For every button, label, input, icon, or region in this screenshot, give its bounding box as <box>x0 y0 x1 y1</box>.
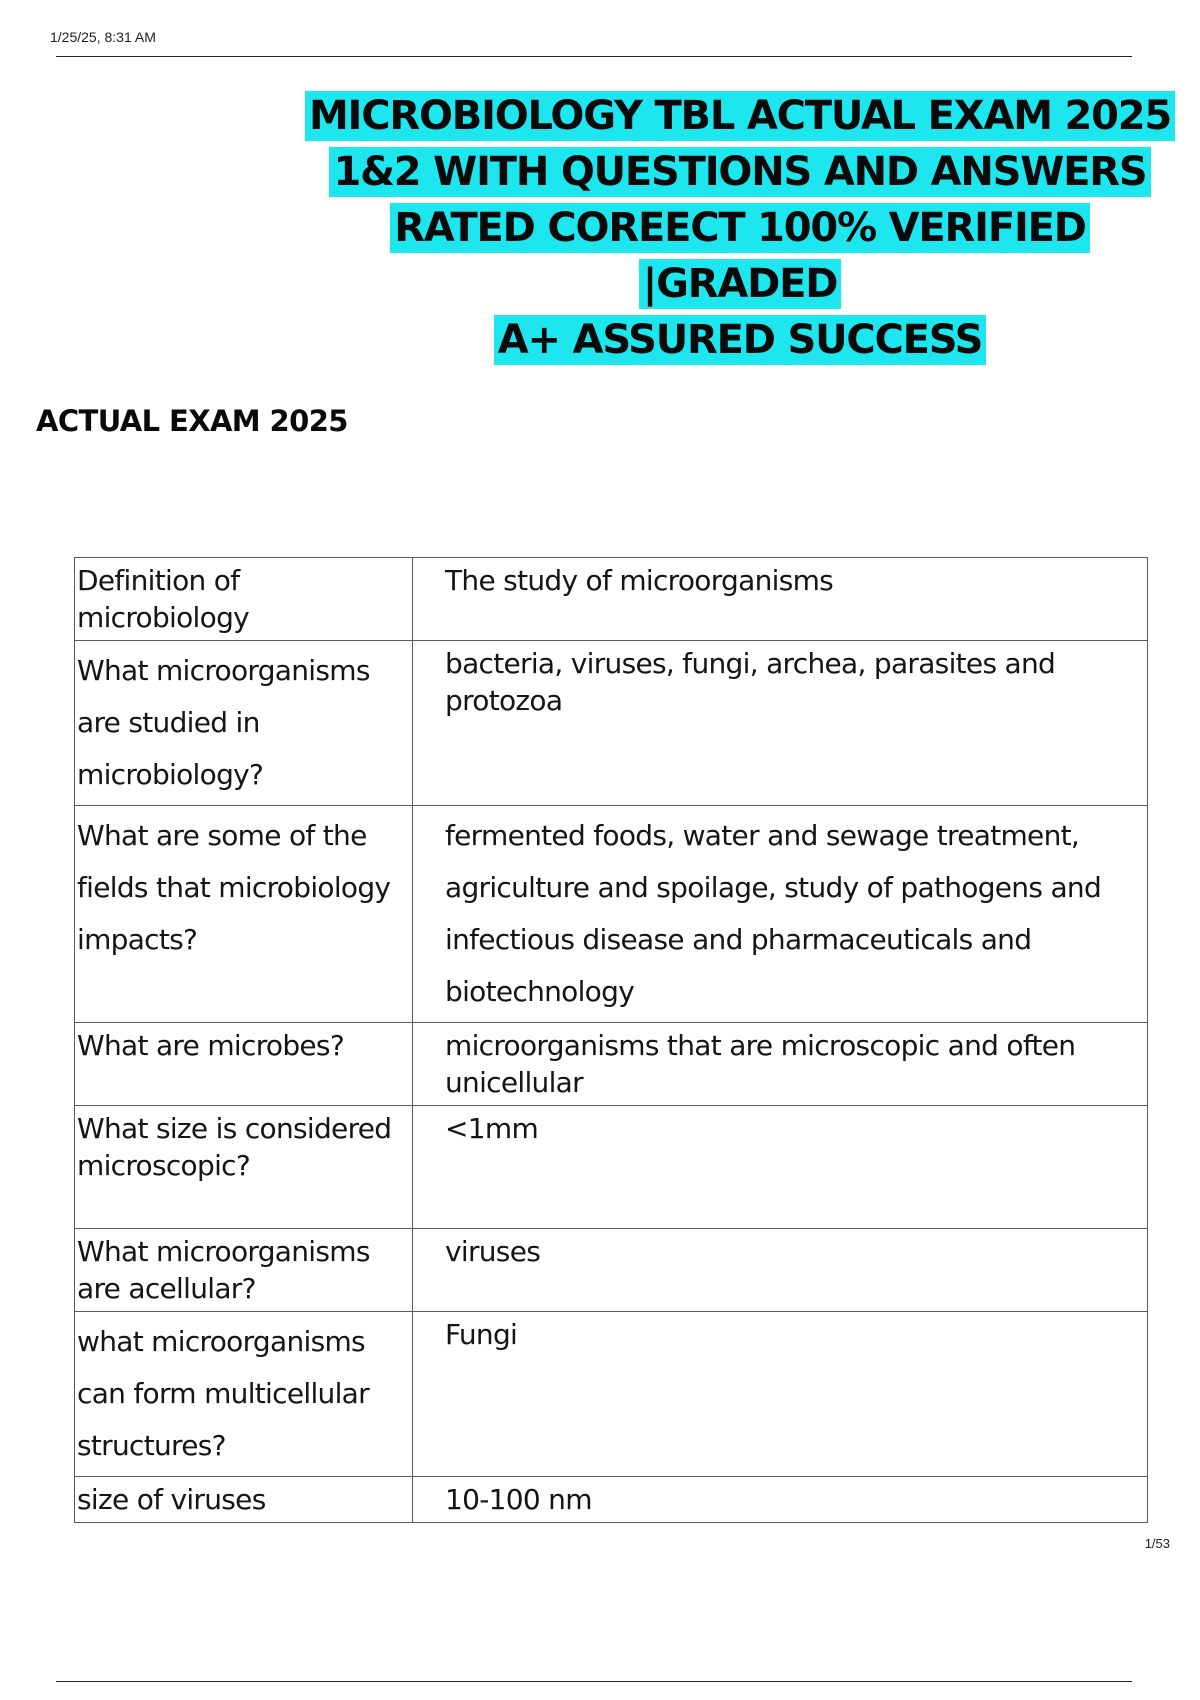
title-line: MICROBIOLOGY TBL ACTUAL EXAM 2025 <box>305 91 1175 141</box>
answer-cell: <1mm <box>413 1106 1148 1229</box>
question-cell: Definition of microbiology <box>75 558 413 641</box>
title-line: RATED COREECT 100% VERIFIED |GRADED <box>390 203 1090 309</box>
question-cell: What are some of the fields that microbiology impacts? <box>75 806 413 1023</box>
page-number: 1/53 <box>1144 1536 1170 1551</box>
table-row <box>75 806 1148 1023</box>
document-title <box>296 88 1184 368</box>
table-row <box>75 1477 1148 1523</box>
question-cell: What are microbes? <box>75 1023 413 1106</box>
answer-cell: The study of microorganisms <box>413 558 1148 641</box>
table-row <box>75 1312 1148 1477</box>
answer-cell: Fungi <box>413 1312 1148 1477</box>
question-cell: size of viruses <box>75 1477 413 1523</box>
question-cell: what microorganisms can form multicellular structures? <box>75 1312 413 1477</box>
title-line: A+ ASSURED SUCCESS <box>494 315 986 365</box>
qa-table <box>74 557 1148 1523</box>
footer-divider <box>56 1681 1132 1682</box>
table-row <box>75 1229 1148 1312</box>
question-cell: What microorganisms are acellular? <box>75 1229 413 1312</box>
question-cell: What microorganisms are studied in microbiology? <box>75 641 413 806</box>
table-row <box>75 641 1148 806</box>
print-timestamp: 1/25/25, 8:31 AM <box>50 29 156 45</box>
question-cell: What size is considered microscopic? <box>75 1106 413 1229</box>
answer-cell: fermented foods, water and sewage treatment, agriculture and spoilage, study of pathogens and infectious disease and pharmaceuticals and biotechnology <box>413 806 1148 1023</box>
table-row <box>75 1106 1148 1229</box>
answer-cell: microorganisms that are microscopic and often unicellular <box>413 1023 1148 1106</box>
table-row <box>75 558 1148 641</box>
header-divider <box>56 56 1132 57</box>
table-row <box>75 1023 1148 1106</box>
title-line: 1&2 WITH QUESTIONS AND ANSWERS <box>329 147 1150 197</box>
answer-cell: 10-100 nm <box>413 1477 1148 1523</box>
answer-cell: viruses <box>413 1229 1148 1312</box>
answer-cell: bacteria, viruses, fungi, archea, parasites and protozoa <box>413 641 1148 806</box>
section-heading: ACTUAL EXAM 2025 <box>36 404 348 438</box>
